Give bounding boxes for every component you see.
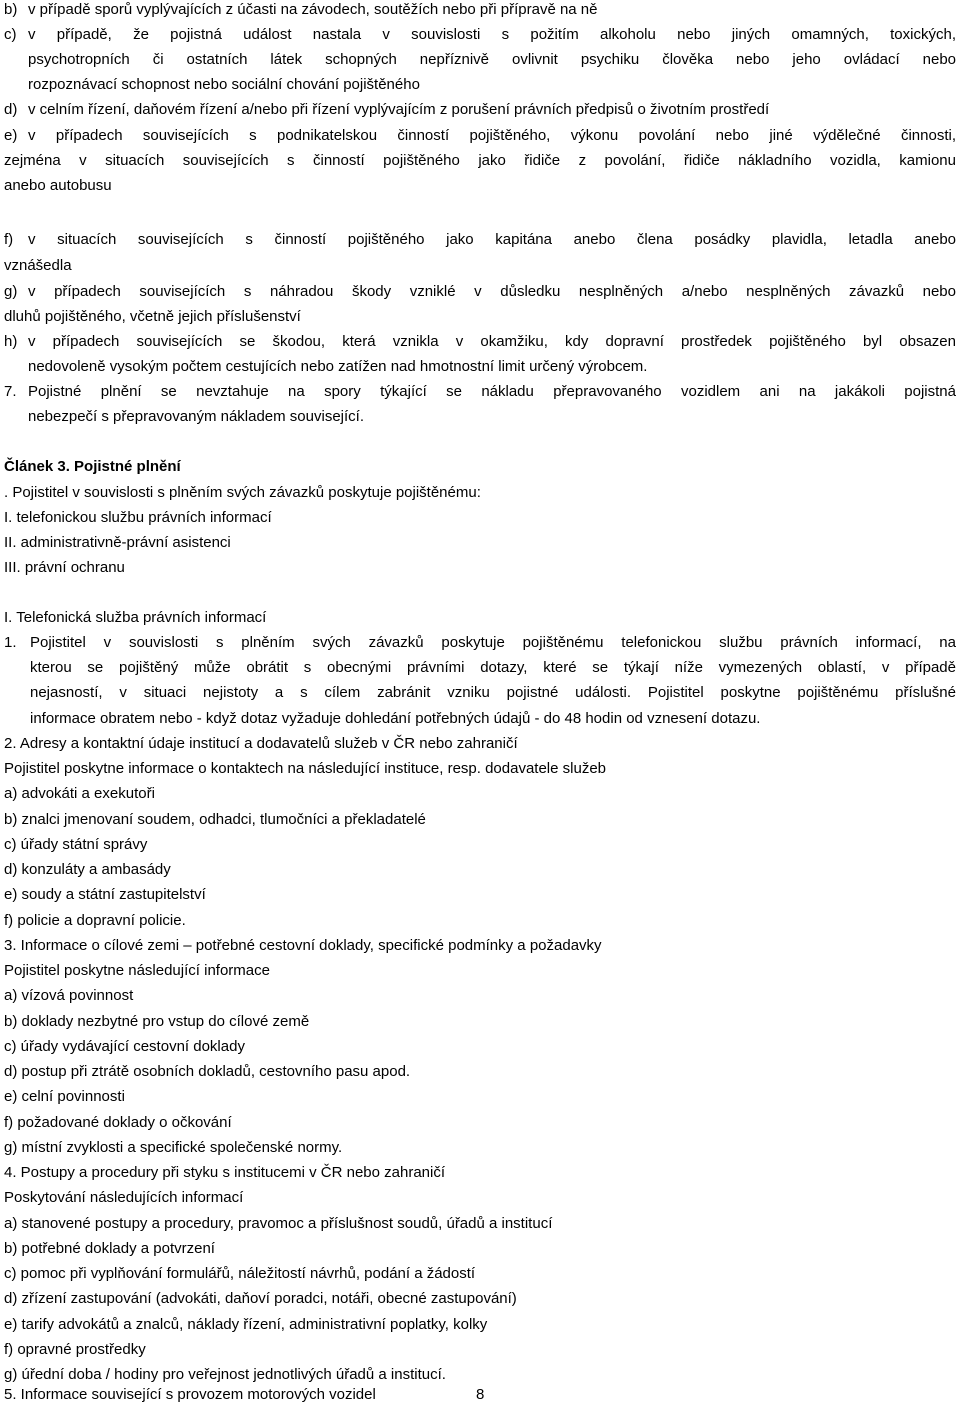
service-3: III. právní ochranu [4, 559, 125, 576]
p2-item-d: d) konzuláty a ambasády [4, 861, 171, 878]
exclusion-item-c-line1: v případě, že pojistná událost nastala v souvislosti s požitím alkoholu nebo jiných omamných, toxických, [28, 26, 956, 43]
p1-line3: nejasností, v situaci nejistoty a s cílem zabránit vzniku pojistné události. Pojistitel poskytne pojištěnému příslušné [30, 684, 956, 701]
article-intro: . Pojistitel v souvislosti s plněním svých závazků poskytuje pojištěnému: [4, 484, 481, 501]
p2-heading: 2. Adresy a kontaktní údaje institucí a dodavatelů služeb v ČR nebo zahraničí [4, 735, 518, 752]
p5-heading: 5. Informace související s provozem motorových vozidel [4, 1386, 376, 1403]
item-text: v celním řízení, daňovém řízení a/nebo při řízení vyplývajícím z porušení právních předpisů o životním prostředí [28, 101, 770, 118]
exclusion-item-b [4, 1, 598, 19]
p1-line2: kterou se pojištěný může obrátit s obecnými právními dotazy, které se týkají níže vymezených oblastí, v případě [30, 659, 956, 676]
p3-item-g: g) místní zvyklosti a specifické společenské normy. [4, 1139, 343, 1156]
service-2: II. administrativně-právní asistenci [4, 534, 231, 551]
p3-item-c: c) úřady vydávající cestovní doklady [4, 1038, 245, 1055]
p1-line1: Pojistitel v souvislosti s plněním svých závazků poskytuje pojištěnému telefonickou službu právních informací, na [30, 634, 956, 651]
p4-intro: Poskytování následujících informací [4, 1189, 244, 1206]
exclusion-item-e-label [4, 127, 17, 145]
exclusion-item-f-line2: vznášedla [4, 257, 72, 274]
item-label: c) [4, 26, 17, 43]
section-title: I. Telefonická služba právních informací [4, 609, 267, 626]
exclusion-item-g-label [4, 283, 17, 301]
p2-intro: Pojistitel poskytne informace o kontaktech na následující instituce, resp. dodavatele služeb [4, 760, 607, 777]
item-label: f) [4, 231, 14, 248]
point-7-label [4, 383, 17, 401]
p2-item-e: e) soudy a státní zastupitelství [4, 886, 206, 903]
p3-intro: Pojistitel poskytne následující informace [4, 962, 270, 979]
exclusion-item-f-line1: v situacích souvisejících s činností pojištěného jako kapitána anebo člena posádky plavidla, letadla anebo [28, 231, 956, 248]
p4-heading: 4. Postupy a procedury při styku s institucemi v ČR nebo zahraničí [4, 1164, 446, 1181]
exclusion-item-g-line2: dluhů pojištěného, včetně jejich příslušenství [4, 308, 301, 325]
p4-item-g: g) úřední doba / hodiny pro veřejnost jednotlivých úřadů a institucí. [4, 1366, 446, 1383]
p4-item-c: c) pomoc při vyplňování formulářů, náležitostí návrhů, podání a žádostí [4, 1265, 476, 1282]
exclusion-item-e-line3: anebo autobusu [4, 177, 112, 194]
exclusion-item-h-line1: v případech souvisejících se škodou, která vznikla v okamžiku, kdy dopravní prostředek pojištěného byl obsazen [28, 333, 956, 350]
point-7-line2: nebezpečí s přepravovaným nákladem související. [28, 408, 365, 425]
p4-item-f: f) opravné prostředky [4, 1341, 146, 1358]
item-label: h) [4, 333, 18, 350]
p2-item-f: f) policie a dopravní policie. [4, 912, 186, 929]
p1-line4: informace obratem nebo - když dotaz vyžaduje dohledání potřebných údajů - do 48 hodin od vznesení dotazu. [30, 710, 761, 727]
item-label: g) [4, 283, 18, 300]
exclusion-item-c-line2: psychotropních či ostatních látek schopných nepříznivě ovlivnit psychiku člověka nebo jeho ovládací nebo [28, 51, 956, 68]
p1-label: 1. [4, 634, 17, 651]
p3-item-e: e) celní povinnosti [4, 1088, 125, 1105]
p3-heading: 3. Informace o cílové zemi – potřebné cestovní doklady, specifické podmínky a požadavky [4, 937, 602, 954]
exclusion-item-h-line2: nedovoleně vysokým počtem cestujících nebo zatížen nad hmotnostní limit určený výrobcem. [28, 358, 648, 375]
p4-item-b: b) potřebné doklady a potvrzení [4, 1240, 215, 1257]
p3-item-b: b) doklady nezbytné pro vstup do cílové země [4, 1013, 310, 1030]
exclusion-item-h-label [4, 333, 17, 351]
exclusion-item-e-line1: v případech souvisejících s podnikatelskou činností pojištěného, výkonu povolání nebo jiné výdělečné činnosti, [28, 127, 956, 144]
item-text: v případě sporů vyplývajících z účasti na závodech, soutěžích nebo při přípravě na ně [28, 1, 598, 18]
p4-item-d: d) zřízení zastupování (advokáti, daňoví poradci, notáři, obecné zastupování) [4, 1290, 517, 1307]
exclusion-item-d [4, 101, 769, 119]
article-title: Článek 3. Pojistné plnění [4, 458, 181, 475]
exclusion-item-c-line3: rozpoznávací schopnost nebo sociální chování pojištěného [28, 76, 420, 93]
item-label: 7. [4, 383, 17, 400]
p3-item-f: f) požadované doklady o očkování [4, 1114, 232, 1131]
p4-item-a: a) stanovené postupy a procedury, pravomoc a příslušnost soudů, úřadů a institucí [4, 1215, 553, 1232]
point-7-line1: Pojistné plnění se nevztahuje na spory týkající se nákladu přepravovaného vozidlem ani na jakákoli pojistná [28, 383, 956, 400]
exclusion-item-g-line1: v případech souvisejících s náhradou škody vzniklé v důsledku nesplněných a/nebo nesplněných závazků nebo [28, 283, 956, 300]
exclusion-item-c-label [4, 26, 17, 44]
p2-item-c: c) úřady státní správy [4, 836, 148, 853]
exclusion-item-f-label [4, 231, 13, 249]
item-label: e) [4, 127, 18, 144]
page-number: 8 [476, 1386, 485, 1403]
item-label: d) [4, 101, 18, 118]
exclusion-item-e-line2: zejména v situacích souvisejících s činností pojištěného jako řidiče z povolání, řidiče nákladního vozidla, kamionu [4, 152, 956, 169]
service-1: I. telefonickou službu právních informací [4, 509, 272, 526]
p2-item-a: a) advokáti a exekutoři [4, 785, 155, 802]
p2-item-b: b) znalci jmenovaní soudem, odhadci, tlumočníci a překladatelé [4, 811, 426, 828]
p3-item-a: a) vízová povinnost [4, 987, 134, 1004]
item-label: b) [4, 1, 18, 18]
p4-item-e: e) tarify advokátů a znalců, náklady řízení, administrativní poplatky, kolky [4, 1316, 488, 1333]
p3-item-d: d) postup při ztrátě osobních dokladů, cestovního pasu apod. [4, 1063, 411, 1080]
